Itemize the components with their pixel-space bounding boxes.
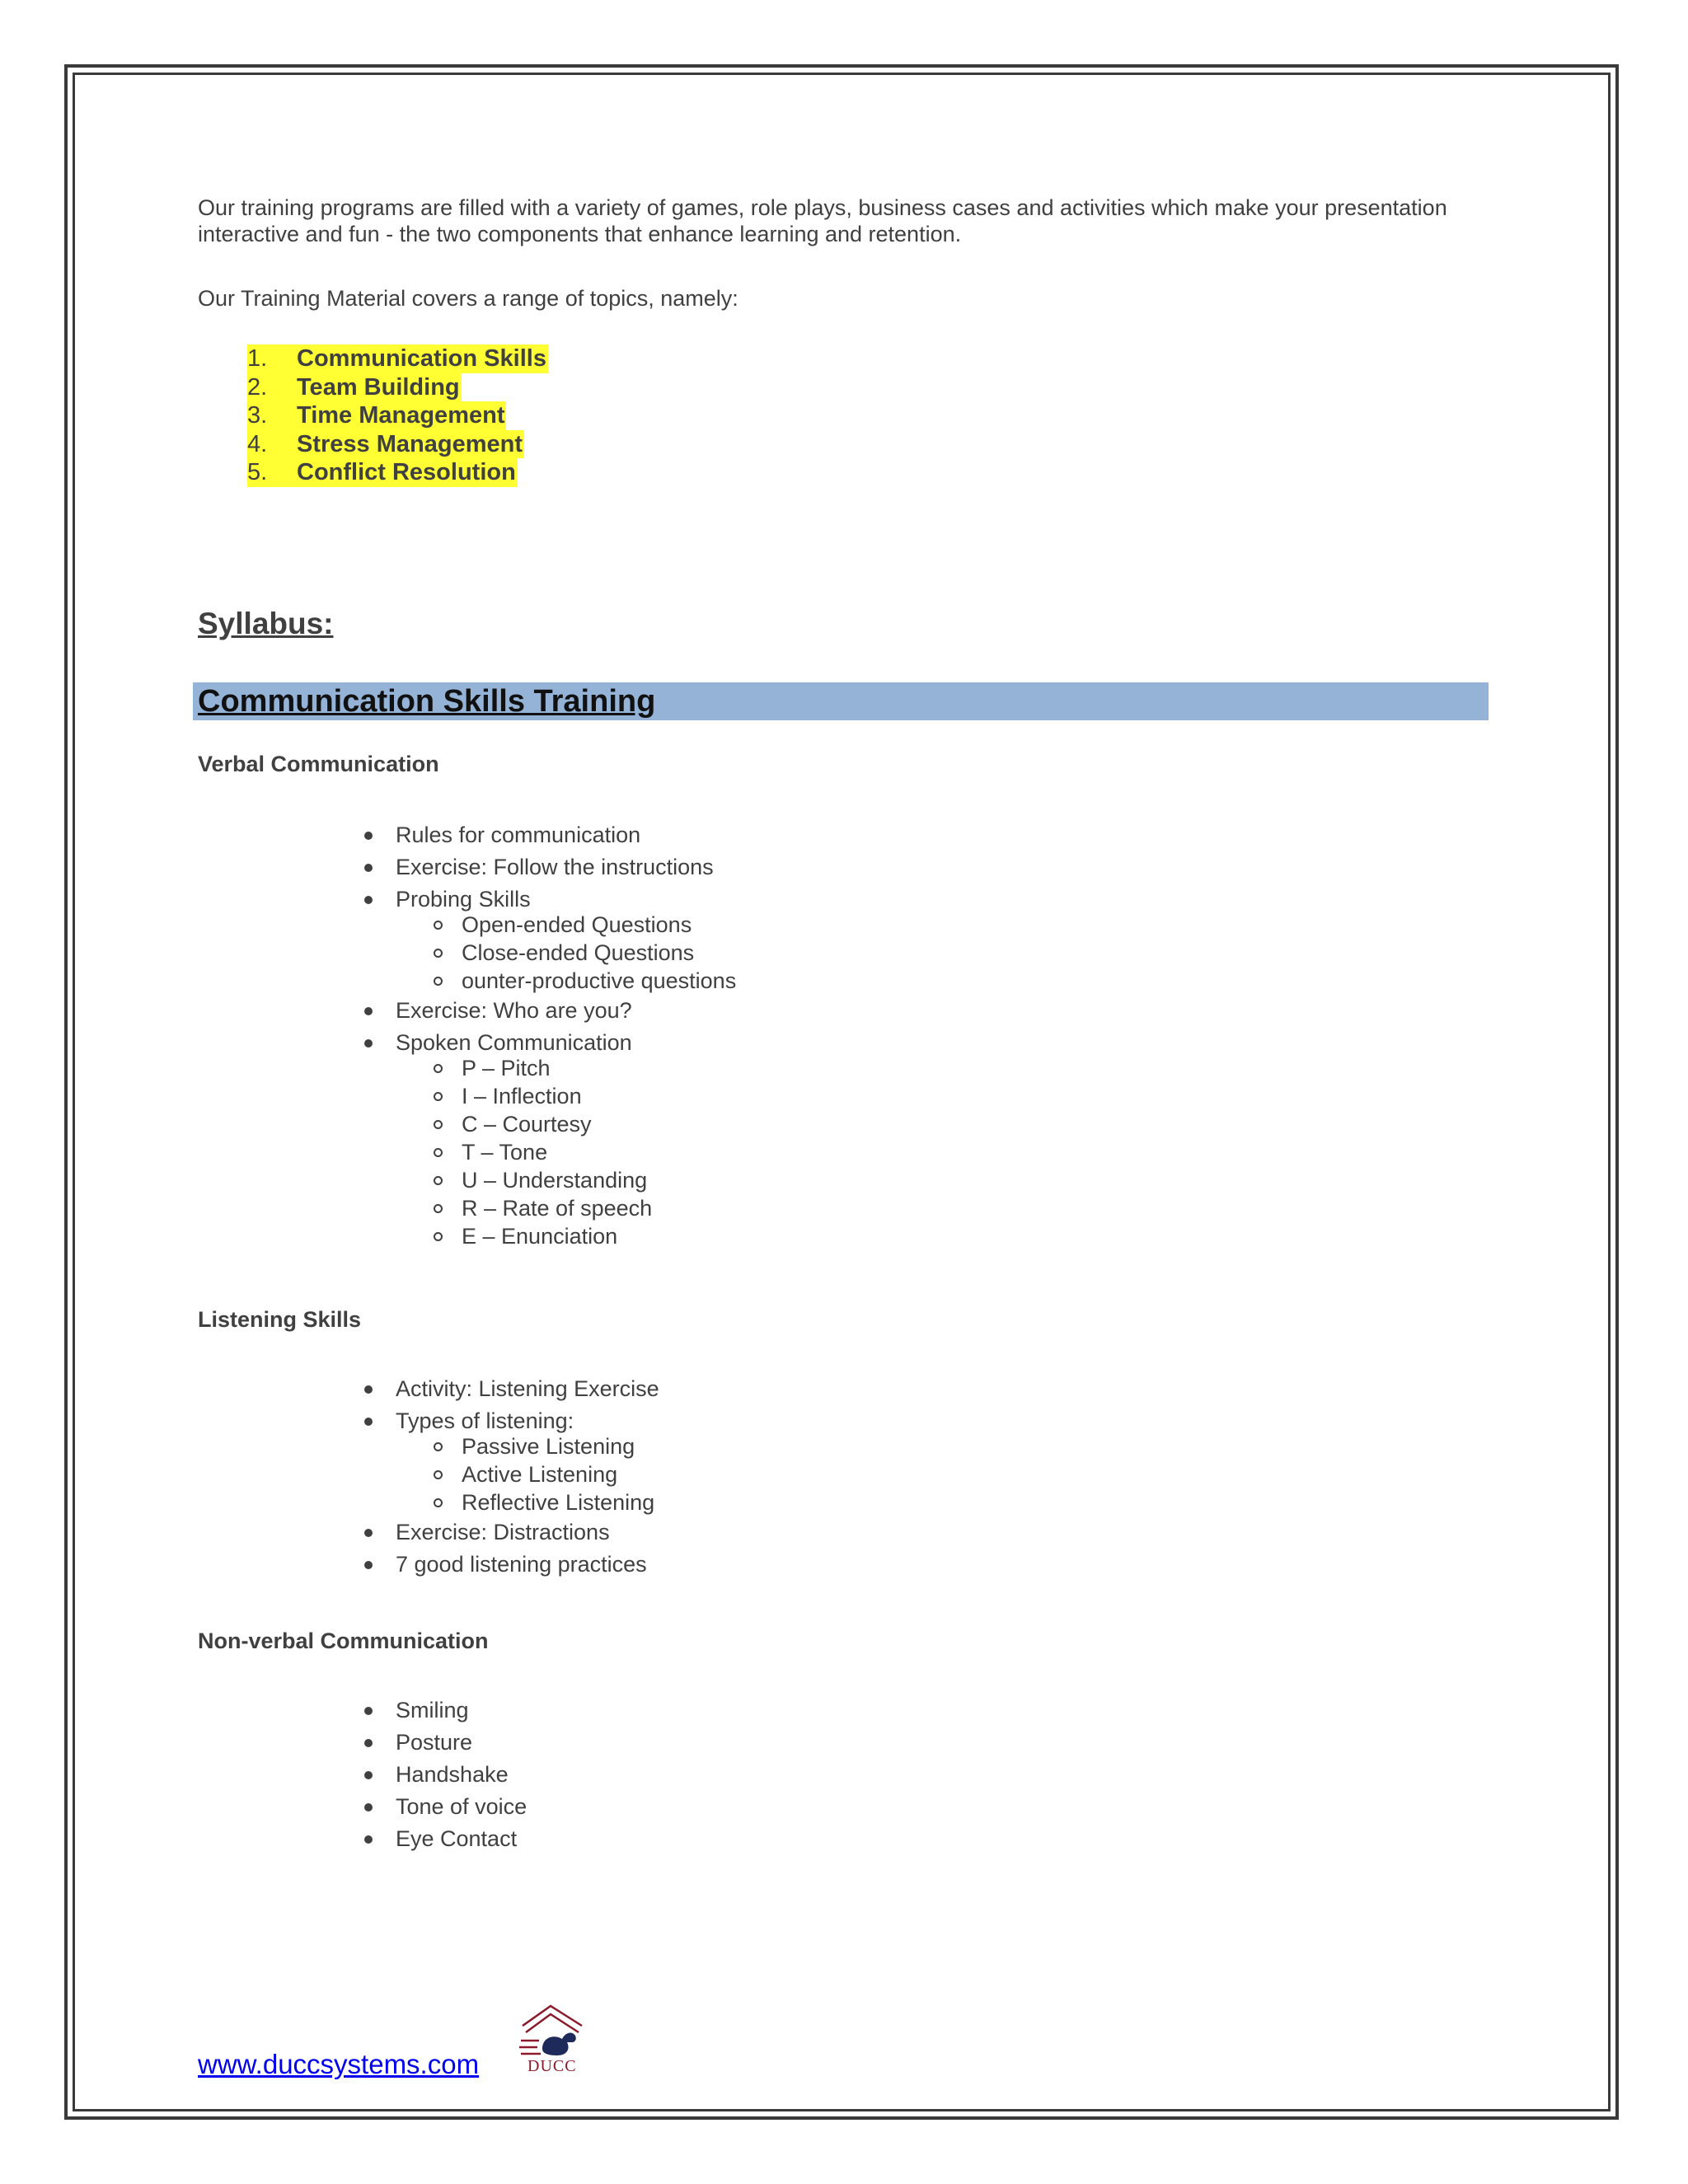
website-link[interactable]: www.duccsystems.com xyxy=(198,2049,480,2079)
sub-list xyxy=(396,1432,659,1516)
list-item: Exercise: Follow the instructions xyxy=(363,851,736,883)
document-content xyxy=(198,194,1484,1851)
sub-list-item: Reflective Listening xyxy=(363,1488,659,1516)
sub-list-item: Open-ended Questions xyxy=(363,911,736,939)
sub-list-item: Active Listening xyxy=(363,1460,659,1488)
sub-list-item: E – Enunciation xyxy=(363,1222,736,1250)
nonverbal-list xyxy=(363,1694,527,1855)
list-item: Eye Contact xyxy=(363,1823,527,1855)
list-item: Posture xyxy=(363,1727,527,1759)
list-item: Probing Skills Open-ended Questions Close-ended Questions ounter-productive questions xyxy=(363,883,736,995)
sub-list-item: R – Rate of speech xyxy=(363,1194,736,1222)
list-item: Handshake xyxy=(363,1759,527,1791)
intro-paragraph: Our training programs are filled with a variety of games, role plays, business cases and activities which make your presentation interactive and fun - the two components that enhance learning and retention. xyxy=(198,195,1447,246)
list-item: Tone of voice xyxy=(363,1791,527,1823)
sub-list-item: Passive Listening xyxy=(363,1432,659,1460)
topics-lead: Our Training Material covers a range of topics, namely: xyxy=(198,286,738,311)
sub-list-item: Close-ended Questions xyxy=(363,939,736,967)
list-item: Exercise: Who are you? xyxy=(363,995,736,1027)
section-heading-nonverbal: Non-verbal Communication xyxy=(198,1629,489,1653)
listening-list xyxy=(363,1373,659,1581)
sub-list-item: ounter-productive questions xyxy=(363,967,736,995)
sub-list-item: I – Inflection xyxy=(363,1082,736,1110)
sub-list-item: C – Courtesy xyxy=(363,1110,736,1138)
list-item: Rules for communication xyxy=(363,819,736,851)
list-item: 7 good listening practices xyxy=(363,1549,659,1581)
band-title: Communication Skills Training xyxy=(198,684,656,719)
list-item: Activity: Listening Exercise xyxy=(363,1373,659,1405)
topic-item: 2. Team Building xyxy=(247,373,460,401)
list-item: Exercise: Distractions xyxy=(363,1516,659,1549)
sub-list-item: P – Pitch xyxy=(363,1054,736,1082)
list-item: Smiling xyxy=(363,1694,527,1727)
verbal-list xyxy=(363,819,736,1250)
sub-list xyxy=(396,911,736,995)
sub-list-item: T – Tone xyxy=(363,1138,736,1166)
section-heading-verbal: Verbal Communication xyxy=(198,752,439,776)
sub-list xyxy=(396,1054,736,1250)
list-item: Spoken Communication P – Pitch I – Inflection C – Courtesy T – Tone U – Understanding R – Rate of speech E – Enunciation xyxy=(363,1027,736,1250)
topic-item: 4. Stress Management xyxy=(247,430,523,457)
section-heading-listening: Listening Skills xyxy=(198,1307,362,1332)
syllabus-heading: Syllabus: xyxy=(198,607,334,640)
topic-item: 5. Conflict Resolution xyxy=(247,459,516,485)
topic-item: 1. Communication Skills xyxy=(247,345,546,372)
topics-list xyxy=(247,344,1484,487)
sub-list-item: U – Understanding xyxy=(363,1166,736,1194)
logo-text: DUCC xyxy=(528,2057,577,2075)
topic-item: 3. Time Management xyxy=(247,402,505,429)
list-item: Types of listening: Passive Listening Active Listening Reflective Listening xyxy=(363,1405,659,1516)
